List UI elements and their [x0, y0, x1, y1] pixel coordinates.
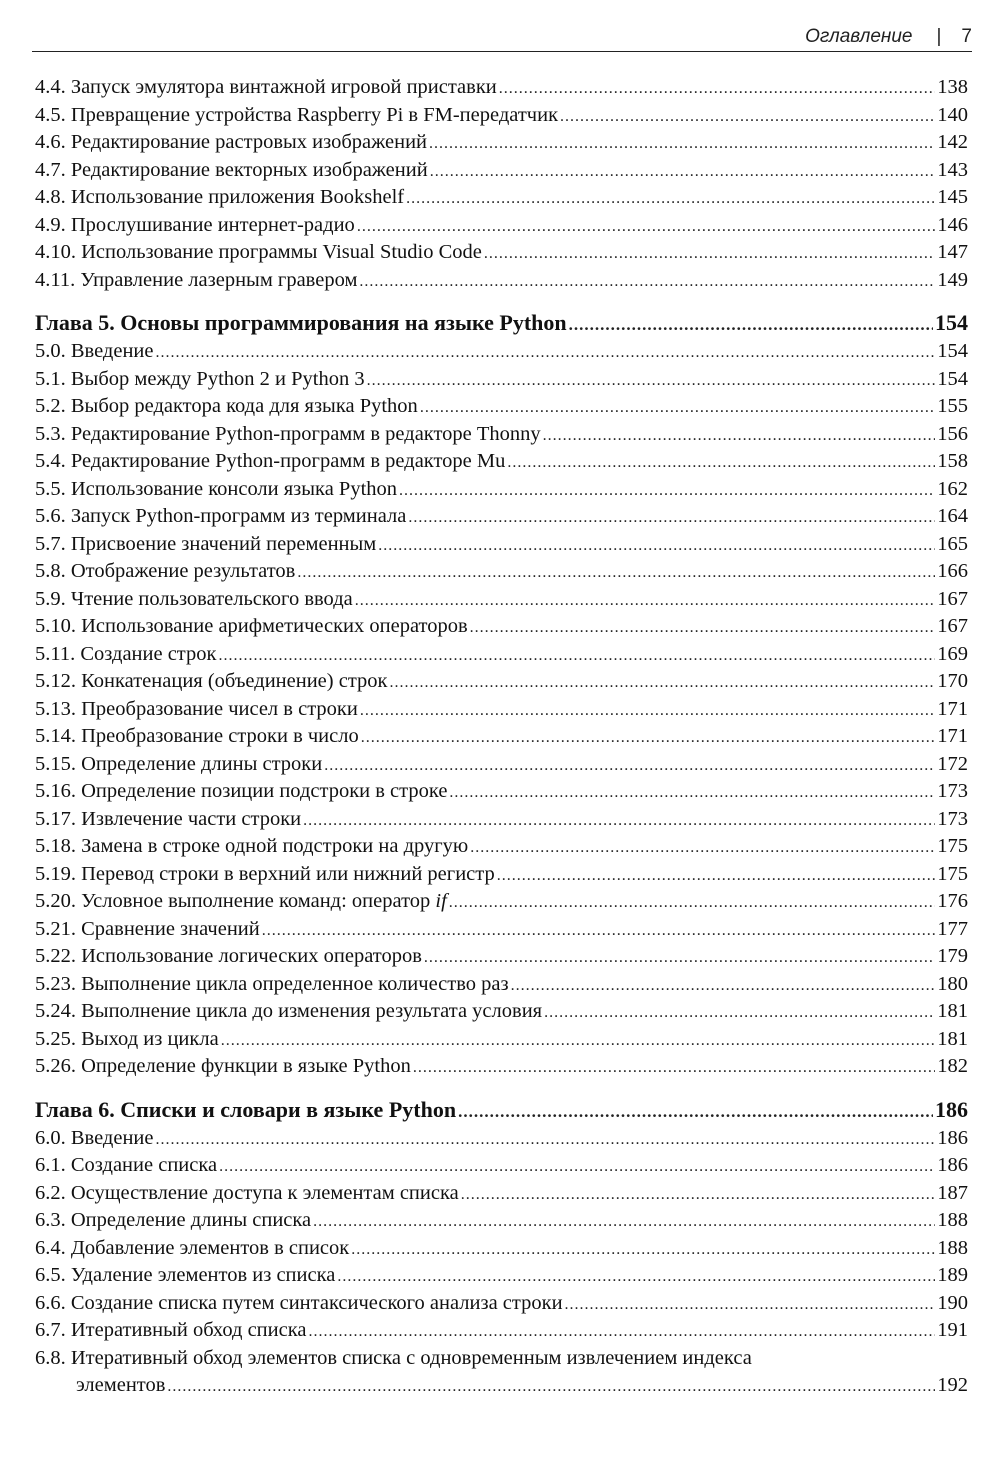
entry-title: 5.24. Выполнение цикла до изменения результата условия — [35, 1000, 543, 1022]
dot-leader — [337, 1263, 935, 1291]
dot-leader — [313, 1208, 935, 1236]
dot-leader — [167, 1373, 935, 1401]
entry-title: 6.3. Определение длины списка — [35, 1209, 312, 1231]
entry-title: 5.21. Сравнение значений — [35, 917, 260, 940]
entry-title: 5.9. Чтение пользовательского ввода — [35, 587, 353, 610]
entry-page: 164 — [937, 505, 968, 527]
dot-leader — [262, 917, 936, 945]
entry-page: 191 — [937, 1319, 968, 1341]
toc-entry[interactable] — [35, 448, 968, 476]
dot-leader — [218, 642, 935, 670]
entry-page: 165 — [937, 532, 968, 555]
entry-title: 4.5. Превращение устройства Raspberry Pi в FM-передатчик — [35, 103, 559, 126]
toc-entry[interactable] — [35, 476, 968, 504]
toc-entry[interactable] — [35, 503, 968, 531]
entry-title: 6.7. Итеративный обход списка — [35, 1319, 307, 1341]
toc-entry[interactable] — [35, 393, 968, 421]
dot-leader — [511, 972, 936, 1000]
dot-leader — [420, 394, 935, 422]
toc-entry[interactable] — [35, 833, 968, 861]
dot-leader — [484, 240, 935, 268]
entry-page: 140 — [937, 103, 968, 126]
entry-page: 172 — [937, 752, 968, 775]
entry-page: 166 — [937, 560, 968, 582]
toc-entry[interactable] — [35, 74, 968, 102]
table-of-contents — [35, 74, 968, 1400]
dot-leader — [399, 477, 935, 505]
toc-entry[interactable] — [35, 338, 968, 366]
entry-title: 5.8. Отображение результатов — [35, 560, 296, 582]
entry-title: 5.12. Конкатенация (объединение) строк — [35, 670, 388, 692]
entry-title: 6.5. Удаление элементов из списка — [35, 1264, 336, 1286]
entry-page: 189 — [937, 1264, 968, 1286]
toc-entry[interactable] — [35, 421, 968, 449]
entry-title-line-1: 6.8. Итеративный обход элементов списка с одновременным извлечением индекса — [35, 1346, 752, 1369]
toc-entry[interactable] — [35, 613, 968, 641]
entry-title: 6.0. Введение — [35, 1126, 154, 1149]
dot-leader — [470, 614, 936, 642]
toc-section-ch6 — [35, 1125, 968, 1345]
toc-entry[interactable] — [35, 998, 968, 1026]
dot-leader — [308, 1318, 935, 1346]
entry-title: 4.4. Запуск эмулятора винтажной игровой приставки — [35, 76, 497, 98]
dot-leader — [221, 1027, 936, 1055]
chapter-page: 186 — [935, 1096, 968, 1122]
entry-page: 171 — [937, 697, 968, 720]
dot-leader — [390, 669, 936, 697]
toc-entry[interactable] — [35, 184, 968, 212]
toc-entry[interactable] — [35, 888, 968, 916]
toc-entry[interactable] — [35, 751, 968, 779]
dot-leader — [324, 752, 935, 780]
toc-entry[interactable] — [35, 1317, 968, 1345]
toc-entry[interactable] — [35, 531, 968, 559]
chapter-title: Глава 5. Основы программирования на языке Python — [35, 310, 567, 335]
entry-page: 173 — [937, 780, 968, 802]
entry-page: 190 — [937, 1291, 968, 1314]
entry-title: 5.3. Редактирование Python-программ в редакторе Thonny — [35, 422, 541, 445]
header-title: Оглавление — [805, 26, 913, 47]
toc-entry[interactable] — [35, 586, 968, 614]
toc-entry[interactable] — [35, 1026, 968, 1054]
toc-entry[interactable] — [35, 1207, 968, 1235]
entry-title: 4.7. Редактирование векторных изображений — [35, 158, 428, 181]
dot-leader — [408, 504, 935, 532]
toc-entry[interactable] — [35, 696, 968, 724]
dot-leader — [219, 1153, 935, 1181]
dot-leader — [507, 449, 935, 477]
entry-title: 4.6. Редактирование растровых изображений — [35, 131, 428, 153]
dot-leader — [461, 1181, 936, 1209]
entry-page: 175 — [937, 835, 968, 857]
entry-page: 176 — [937, 890, 968, 912]
toc-entry[interactable] — [35, 943, 968, 971]
dot-leader — [156, 339, 936, 367]
entry-page: 158 — [937, 450, 968, 472]
entry-page: 171 — [937, 725, 968, 747]
entry-title: 6.6. Создание списка путем синтаксического анализа строки — [35, 1291, 563, 1314]
dot-leader — [360, 697, 935, 725]
entry-title: 5.11. Создание строк — [35, 642, 217, 665]
dot-leader — [351, 1236, 935, 1264]
toc-entry[interactable] — [35, 102, 968, 130]
dot-leader — [297, 559, 935, 587]
entry-continuation — [35, 1372, 968, 1400]
entry-page: 182 — [937, 1055, 968, 1077]
dot-leader — [413, 1054, 935, 1082]
dot-leader — [544, 999, 935, 1027]
entry-title: 5.18. Замена в строке одной подстроки на другую — [35, 835, 469, 857]
dot-leader — [303, 807, 935, 835]
entry-title: 5.25. Выход из цикла — [35, 1027, 219, 1050]
toc-entry[interactable] — [35, 1290, 968, 1318]
toc-entry[interactable] — [35, 1125, 968, 1153]
entry-page: 156 — [937, 422, 968, 445]
toc-entry[interactable] — [35, 1152, 968, 1180]
entry-page: 155 — [937, 395, 968, 417]
toc-entry[interactable] — [35, 1180, 968, 1208]
entry-page: 138 — [937, 76, 968, 98]
entry-page: 186 — [937, 1126, 968, 1149]
dot-leader — [565, 1291, 936, 1319]
toc-entry[interactable] — [35, 1235, 968, 1263]
dot-leader — [378, 532, 935, 560]
dot-leader — [357, 213, 935, 241]
entry-title: 5.1. Выбор между Python 2 и Python 3 — [35, 367, 365, 390]
entry-title: 4.8. Использование приложения Bookshelf — [35, 186, 405, 208]
entry-title-line-2: элементов — [76, 1374, 166, 1396]
dot-leader — [499, 75, 935, 103]
entry-page: 186 — [937, 1154, 968, 1176]
dot-leader — [543, 422, 936, 450]
toc-entry[interactable] — [35, 971, 968, 999]
toc-entry[interactable] — [35, 668, 968, 696]
toc-entry[interactable] — [35, 916, 968, 944]
toc-entry[interactable] — [35, 212, 968, 240]
entry-page: 162 — [937, 477, 968, 500]
entry-page: 145 — [937, 186, 968, 208]
toc-entry[interactable] — [35, 806, 968, 834]
toc-entry[interactable] — [35, 129, 968, 157]
toc-entry[interactable] — [35, 1262, 968, 1290]
entry-title: 5.14. Преобразование строки в число — [35, 725, 359, 747]
entry-page: 187 — [937, 1181, 968, 1204]
entry-title: 5.6. Запуск Python-программ из терминала — [35, 505, 407, 527]
dot-leader — [569, 310, 933, 340]
dot-leader — [430, 158, 936, 186]
page-number: 7 — [961, 26, 972, 47]
entry-title: 5.7. Присвоение значений переменным — [35, 532, 377, 555]
entry-page: 175 — [937, 862, 968, 885]
entry-page: 154 — [937, 367, 968, 390]
toc-entry[interactable] — [35, 558, 968, 586]
entry-page: 188 — [937, 1236, 968, 1259]
entry-title: 5.2. Выбор редактора кода для языка Python — [35, 395, 418, 417]
entry-title: 5.26. Определение функции в языке Python — [35, 1055, 411, 1077]
dot-leader — [424, 944, 935, 972]
entry-page: 147 — [937, 241, 968, 263]
entry-page: 181 — [937, 1027, 968, 1050]
toc-entry[interactable] — [35, 157, 968, 185]
dot-leader — [355, 587, 936, 615]
chapter-page: 154 — [935, 310, 968, 335]
entry-page: 169 — [937, 642, 968, 665]
toc-entry[interactable] — [35, 239, 968, 267]
entry-title: 5.13. Преобразование чисел в строки — [35, 697, 358, 720]
entry-page: 181 — [937, 1000, 968, 1022]
dot-leader — [361, 724, 936, 752]
toc-section-ch5 — [35, 338, 968, 1081]
running-header — [32, 22, 972, 52]
chapter-title: Глава 6. Списки и словари в языке Python — [35, 1096, 457, 1122]
entry-title: 4.9. Прослушивание интернет-радио — [35, 213, 355, 236]
dot-leader — [449, 779, 935, 807]
entry-title: 6.2. Осуществление доступа к элементам списка — [35, 1181, 459, 1204]
dot-leader — [470, 834, 935, 862]
entry-title: 5.17. Извлечение части строки — [35, 807, 302, 830]
entry-title: 5.4. Редактирование Python-программ в редакторе Mu — [35, 450, 506, 472]
entry-title: 4.11. Управление лазерным гравером — [35, 268, 358, 291]
entry-title: 5.23. Выполнение цикла определенное количество раз — [35, 972, 509, 995]
keyword-if: if — [435, 890, 447, 912]
entry-page: 188 — [937, 1209, 968, 1231]
entry-page: 179 — [937, 945, 968, 967]
dot-leader — [560, 103, 935, 131]
dot-leader — [367, 367, 936, 395]
dot-leader — [497, 862, 936, 890]
entry-title: 6.4. Добавление элементов в список — [35, 1236, 350, 1259]
chapter-5-heading[interactable] — [35, 308, 968, 338]
entry-page: 143 — [937, 158, 968, 181]
toc-entry[interactable] — [35, 366, 968, 394]
entry-page: 154 — [937, 340, 968, 362]
dot-leader — [449, 889, 935, 917]
toc-entry-6-8[interactable] — [35, 1345, 968, 1400]
entry-title: 5.5. Использование консоли языка Python — [35, 477, 398, 500]
dot-leader — [406, 185, 935, 213]
entry-title: 5.22. Использование логических операторов — [35, 945, 422, 967]
toc-entry[interactable] — [35, 778, 968, 806]
entry-page: 146 — [937, 213, 968, 236]
entry-title: 5.10. Использование арифметических операторов — [35, 615, 468, 637]
entry-title: 6.1. Создание списка — [35, 1154, 218, 1176]
chapter-6-heading[interactable] — [35, 1095, 968, 1125]
entry-title: 4.10. Использование программы Visual Studio Code — [35, 241, 482, 263]
entry-title: 5.0. Введение — [35, 340, 154, 362]
entry-page: 167 — [937, 615, 968, 637]
entry-page: 177 — [937, 917, 968, 940]
dot-leader — [458, 1097, 933, 1127]
entry-title: 5.19. Перевод строки в верхний или нижний регистр — [35, 862, 495, 885]
toc-entry[interactable] — [35, 641, 968, 669]
toc-entry[interactable] — [35, 861, 968, 889]
entry-page: 142 — [937, 131, 968, 153]
dot-leader — [429, 130, 935, 158]
toc-entry[interactable] — [35, 1053, 968, 1081]
entry-page: 192 — [937, 1374, 968, 1396]
entry-page: 149 — [937, 268, 968, 291]
entry-title: 5.20. Условное выполнение команд: оператор if — [35, 890, 447, 912]
dot-leader — [359, 268, 935, 296]
toc-entry[interactable] — [35, 723, 968, 751]
header-separator: | — [936, 26, 942, 47]
toc-entry[interactable] — [35, 267, 968, 295]
toc-section-ch4 — [35, 74, 968, 294]
entry-title: 5.16. Определение позиции подстроки в строке — [35, 780, 448, 802]
entry-page: 167 — [937, 587, 968, 610]
entry-page: 170 — [937, 670, 968, 692]
entry-title: 5.15. Определение длины строки — [35, 752, 323, 775]
dot-leader — [156, 1126, 936, 1154]
entry-page: 180 — [937, 972, 968, 995]
entry-page: 173 — [937, 807, 968, 830]
